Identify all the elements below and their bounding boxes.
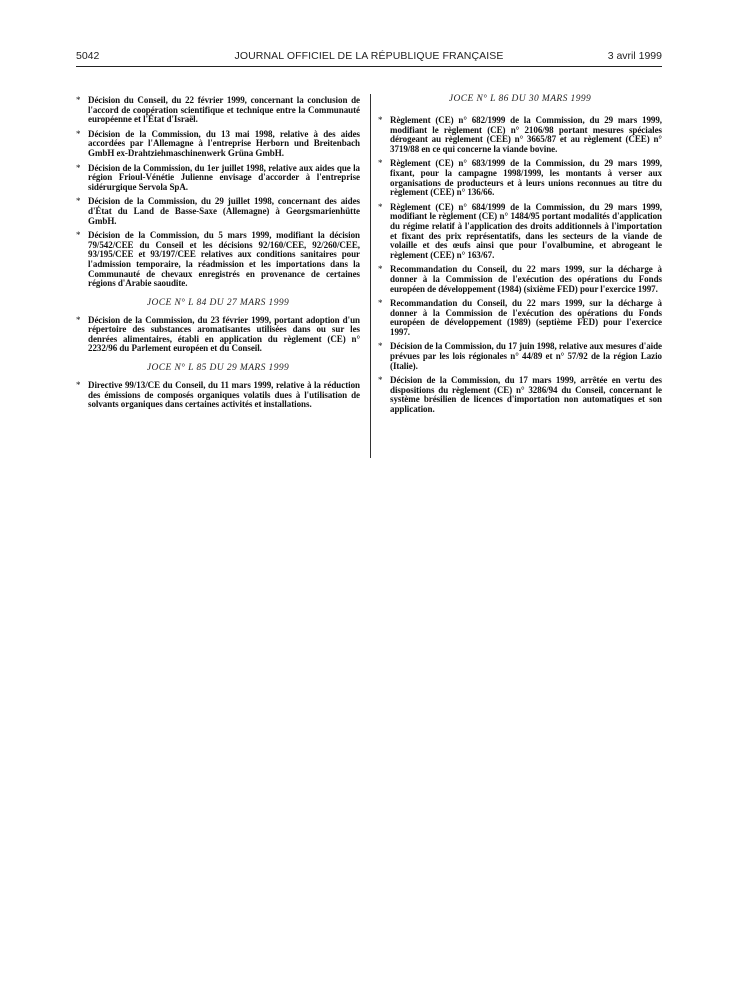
list-item (76, 197, 360, 226)
entry-text: Décision du Conseil, du 22 février 1999, concernant la conclusion de l'accord de coopération scientifique et technique entre la Communauté européenne et l'État d'Israël. (88, 95, 360, 125)
entry-text: Décision de la Commission, du 17 juin 1998, relative aux mesures d'aide prévues par les lois régionales n° 44/89 et n° 57/92 de la région Lazio (Italie). (390, 341, 662, 371)
list-item (76, 381, 360, 410)
bullet-marker: * (378, 115, 383, 125)
entry-text: Règlement (CE) n° 683/1999 de la Commission, du 29 mars 1999, fixant, pour la campagne 1998/1999, les montants à verser aux organisations de producteurs et à leurs unions reconnues au titre du règlement (CEE) n° 136/66. (390, 158, 662, 198)
left-group-3 (76, 381, 360, 410)
list-item (378, 203, 662, 261)
list-item (378, 116, 662, 154)
list-item (378, 299, 662, 337)
bullet-marker: * (378, 298, 383, 309)
bullet-marker: * (76, 95, 81, 105)
left-group-2 (76, 316, 360, 354)
page-number: 5042 (76, 50, 100, 62)
entry-text: Règlement (CE) n° 684/1999 de la Commission, du 29 mars 1999, modifiant le règlement (CE) n° 1484/95 portant modalités d'application du régime relatif à l'application des droits additionnels à l'importation et fixant des prix représentatifs, dans les secteurs de la viande de volaille et des œufs ainsi que pour l'ovalbumine, et abrogeant le règlement (CEE) n° 163/67. (390, 201, 662, 260)
right-column (378, 94, 662, 420)
entry-text: Décision de la Commission, du 29 juillet 1998, concernant des aides d'État du Land de Basse-Saxe (Allemagne) à Georgsmarienhütte GmbH. (88, 196, 360, 226)
entry-text: Recommandation du Conseil, du 22 mars 1999, sur la décharge à donner à la Commission de l'exécution des opérations du Fonds européen de développement (1989) (septième FED) pour l'exercice 1997. (390, 298, 662, 337)
issue-date: 3 avril 1999 (607, 50, 662, 62)
entry-text: Décision de la Commission, du 17 mars 1999, arrêtée en vertu des dispositions du règlement (CE) n° 3286/94 du Conseil, concernant le système brésilien de licences d'importation non automatiques et son application. (390, 375, 662, 415)
bullet-marker: * (76, 128, 81, 139)
entry-text: Décision de la Commission, du 5 mars 1999, modifiant la décision 79/542/CEE du Conseil et les décisions 92/160/CEE, 92/260/CEE, 93/195/CEE et 93/197/CEE relatives aux conditions sanitaires pour l'admission temporaire, la réadmission et les importations dans la Communauté de chevaux enregistrés en provenance de certaines régions d'Arabie saoudite. (88, 230, 360, 289)
entry-text: Règlement (CE) n° 682/1999 de la Commission, du 29 mars 1999, modifiant le règlement (CE) n° 2106/98 portant mesures spéciales dérogeant au règlement (CEE) n° 3665/87 et au règlement (CEE) n° 3719/88 en ce qui concerne la viande bovine. (390, 115, 662, 154)
header-rule (76, 66, 662, 67)
column-divider (370, 94, 371, 458)
running-header (76, 50, 662, 64)
bullet-marker: * (76, 162, 81, 173)
list-item (378, 159, 662, 197)
left-group-1 (76, 96, 360, 289)
bullet-marker: * (76, 230, 81, 241)
bullet-marker: * (378, 201, 383, 212)
entry-text: Recommandation du Conseil, du 22 mars 1999, sur la décharge à donner à la Commission de l'exécution des opérations du Fonds européen de développement (1984) (sixième FED) pour l'exercice 1997. (390, 264, 662, 294)
entry-text: Décision de la Commission, du 1er juillet 1998, relative aux aides que la région Frioul-Vénétie Julienne envisage d'accorder à l'entreprise sidérurgique Servola SpA. (88, 162, 360, 192)
left-column (76, 96, 360, 415)
entry-text: Directive 99/13/CE du Conseil, du 11 mars 1999, relative à la réduction des émissions de composés organiques volatils dues à l'utilisation de solvants organiques dans certaines activités et installations. (88, 380, 360, 410)
journal-title: JOURNAL OFFICIEL DE LA RÉPUBLIQUE FRANÇAISE (234, 50, 504, 62)
bullet-marker: * (76, 196, 81, 207)
bullet-marker: * (378, 375, 383, 386)
section-heading-l85: JOCE N° L 85 DU 29 MARS 1999 (146, 363, 290, 374)
bullet-marker: * (378, 264, 383, 275)
entry-text: Décision de la Commission, du 23 février 1999, portant adoption d'un répertoire des substances aromatisantes utilisées dans ou sur les denrées alimentaires, établi en application du règlement (CE) n° 2232/96 du Parlement européen et du Conseil. (88, 314, 360, 354)
bullet-marker: * (378, 341, 383, 352)
bullet-marker: * (378, 158, 383, 169)
bullet-marker: * (76, 380, 81, 391)
list-item (76, 130, 360, 159)
list-item (378, 342, 662, 371)
right-group-1 (378, 116, 662, 415)
section-heading-l86: JOCE N° L 86 DU 30 MARS 1999 (448, 94, 592, 104)
list-item (378, 265, 662, 294)
entry-text: Décision de la Commission, du 13 mai 1998, relative à des aides accordées par l'Allemagne à l'entreprise Herborn und Breitenbach GmbH ex-Drahtziehmaschinenwerk Grüna GmbH. (88, 128, 360, 158)
section-heading-l84: JOCE N° L 84 DU 27 MARS 1999 (146, 297, 290, 308)
list-item (378, 376, 662, 414)
list-item (76, 231, 360, 289)
bullet-marker: * (76, 314, 81, 325)
list-item (76, 96, 360, 125)
list-item (76, 164, 360, 193)
list-item (76, 316, 360, 354)
